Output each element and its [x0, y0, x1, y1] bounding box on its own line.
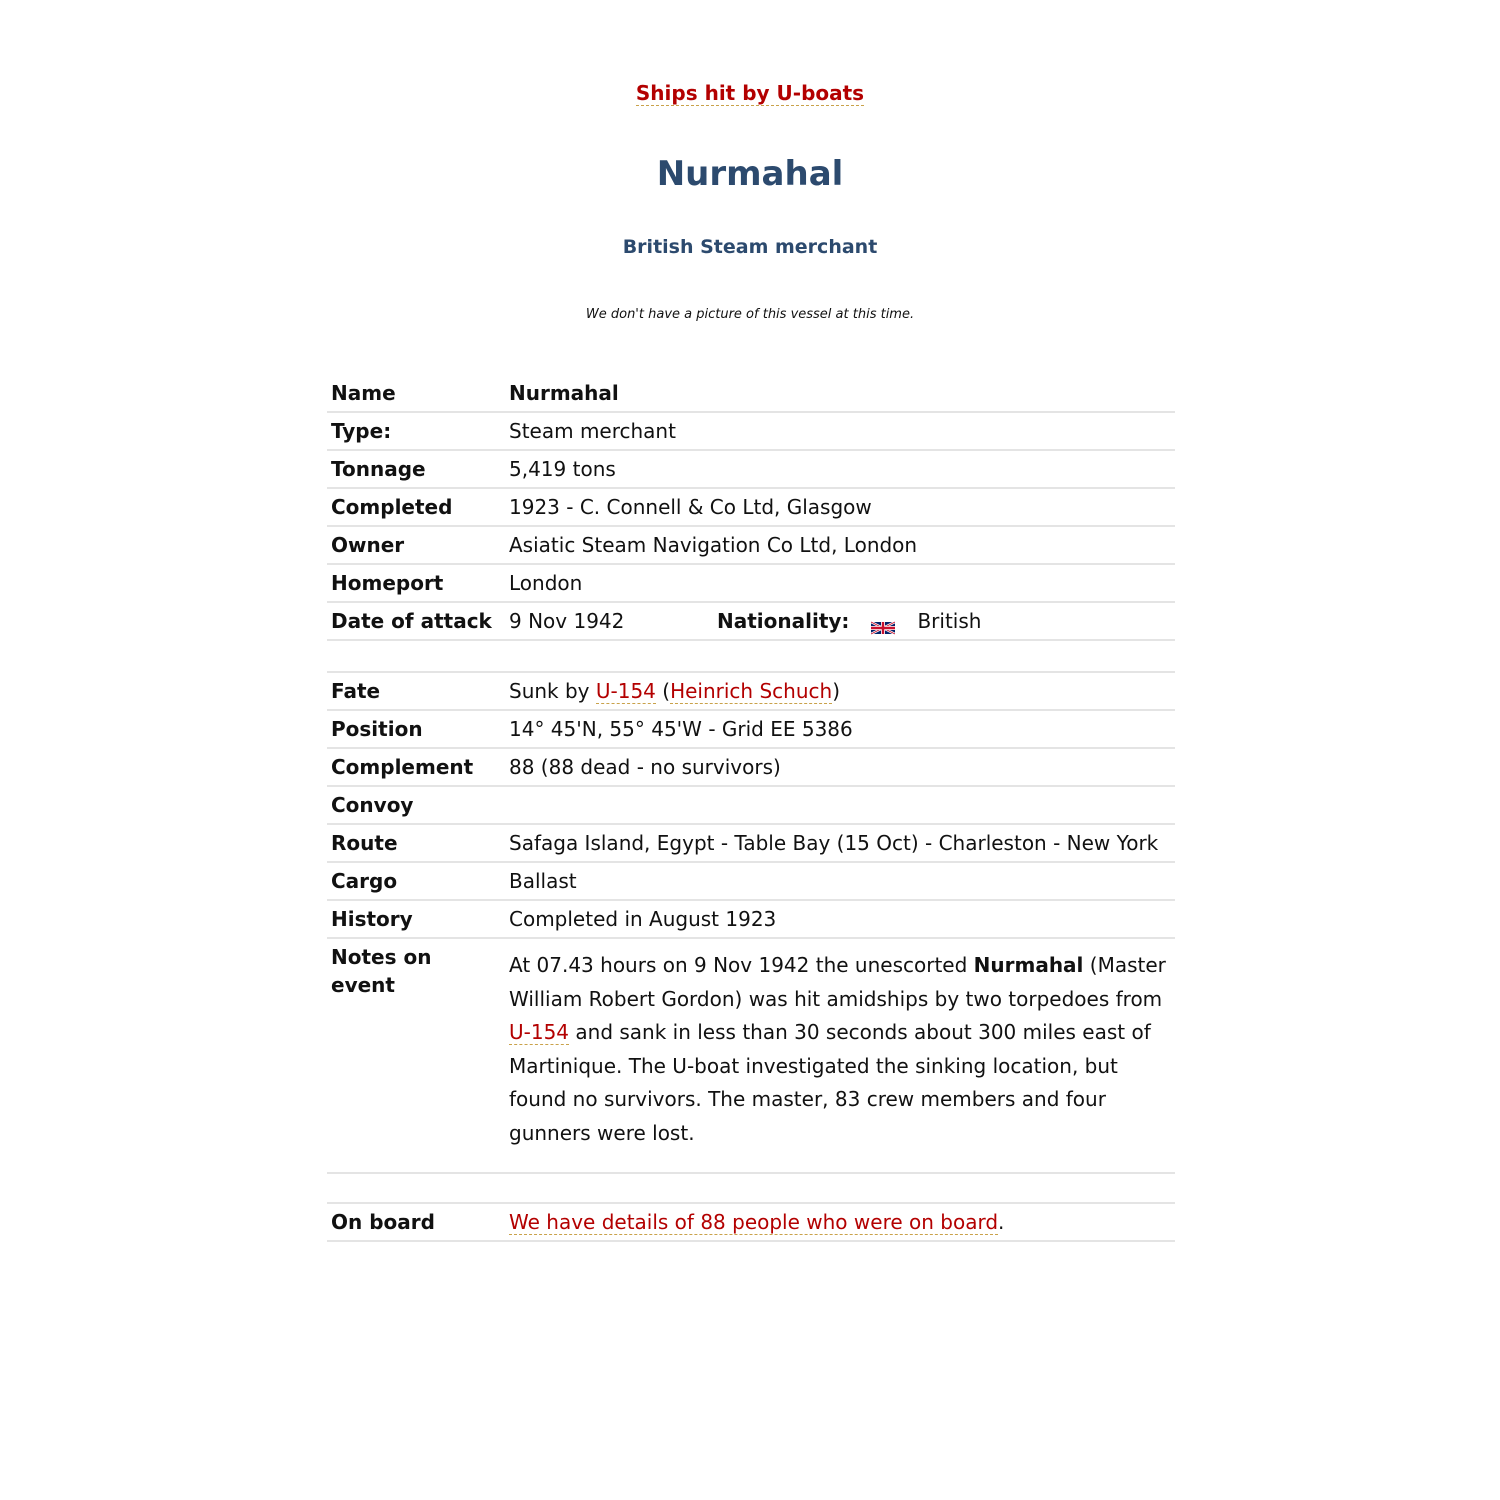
- fate-label: Fate: [331, 679, 381, 703]
- homeport-label: Homeport: [331, 571, 444, 595]
- position-label: Position: [331, 717, 423, 741]
- fate-prefix: Sunk by: [509, 679, 596, 703]
- history-value: Completed in August 1923: [509, 907, 777, 931]
- nationality-label: Nationality:: [717, 609, 850, 633]
- complement-value: 88 (88 dead - no survivors): [509, 755, 781, 779]
- tonnage-value: 5,419 tons: [509, 457, 616, 481]
- tonnage-label: Tonnage: [331, 457, 426, 481]
- completed-label: Completed: [331, 495, 453, 519]
- fate-open: (: [655, 679, 671, 703]
- row-type: [327, 413, 1175, 451]
- notes-text-3: and sank in less than 30 seconds about 300 miles east of Martinique. The U-boat investigated the sinking location, but found no survivors. The master, 83 crew members and four gunners were lost.: [509, 1020, 1151, 1145]
- row-completed: [327, 489, 1175, 527]
- no-picture-note: We don't have a picture of this vessel at this time.: [585, 307, 915, 322]
- completed-value: 1923 - C. Connell & Co Ltd, Glasgow: [509, 495, 872, 519]
- header-nav: [0, 81, 1500, 105]
- complement-label: Complement: [331, 755, 474, 779]
- date-nationality: [509, 607, 1175, 635]
- cargo-label: Cargo: [331, 869, 398, 893]
- onboard-label: On board: [331, 1210, 435, 1234]
- onboard-suffix: .: [998, 1210, 1005, 1234]
- onboard-link[interactable]: We have details of 88 people who were on board: [509, 1210, 999, 1234]
- notes-text-1: At 07.43 hours on 9 Nov 1942 the unescorted: [509, 953, 974, 977]
- name-value: Nurmahal: [509, 381, 619, 405]
- ship-info-table: [327, 375, 1175, 1242]
- cargo-value: Ballast: [509, 869, 577, 893]
- homeport-value: London: [509, 571, 583, 595]
- uboat-link[interactable]: U-154: [595, 679, 656, 703]
- page-subtitle: British Steam merchant: [622, 236, 878, 258]
- notes-value: [501, 943, 1175, 1168]
- fate-value: [509, 677, 1175, 705]
- route-value: Safaga Island, Egypt - Table Bay (15 Oct) - Charleston - New York: [509, 831, 1159, 855]
- section-divider: [327, 641, 1175, 673]
- name-label: Name: [331, 381, 396, 405]
- row-date-of-attack: [327, 603, 1175, 641]
- row-convoy: [327, 787, 1175, 825]
- date-value: 9 Nov 1942: [509, 609, 625, 633]
- ships-hit-link[interactable]: Ships hit by U-boats: [635, 81, 865, 105]
- owner-value: Asiatic Steam Navigation Co Ltd, London: [509, 533, 918, 557]
- notes-ship-name: Nurmahal: [973, 953, 1084, 977]
- position-value: 14° 45'N, 55° 45'W - Grid EE 5386: [509, 717, 853, 741]
- uk-flag-icon: [871, 614, 895, 628]
- owner-label: Owner: [331, 533, 405, 557]
- notes-uboat-link[interactable]: U-154: [509, 1020, 570, 1044]
- fate-close: ): [832, 679, 840, 703]
- nationality-value: British: [917, 609, 982, 633]
- row-notes: [327, 939, 1175, 1174]
- route-label: Route: [331, 831, 398, 855]
- notes-spacer: [327, 1174, 1175, 1204]
- row-cargo: [327, 863, 1175, 901]
- row-route: [327, 825, 1175, 863]
- row-owner: [327, 527, 1175, 565]
- date-label: Date of attack: [331, 609, 492, 633]
- notes-text-2: (Master William Robert Gordon) was hit amidships by two torpedoes from: [509, 953, 1166, 1011]
- row-tonnage: [327, 451, 1175, 489]
- row-homeport: [327, 565, 1175, 603]
- commander-link[interactable]: Heinrich Schuch: [670, 679, 833, 703]
- convoy-label: Convoy: [331, 793, 414, 817]
- row-name: [327, 375, 1175, 413]
- type-label: Type:: [331, 419, 392, 443]
- onboard-value: [509, 1208, 1175, 1236]
- page-title: Nurmahal: [656, 154, 844, 194]
- row-fate: [327, 673, 1175, 711]
- row-position: [327, 711, 1175, 749]
- notes-label: Notes on event: [331, 945, 432, 997]
- row-onboard: [327, 1204, 1175, 1242]
- history-label: History: [331, 907, 413, 931]
- type-value: Steam merchant: [509, 419, 676, 443]
- row-history: [327, 901, 1175, 939]
- row-complement: [327, 749, 1175, 787]
